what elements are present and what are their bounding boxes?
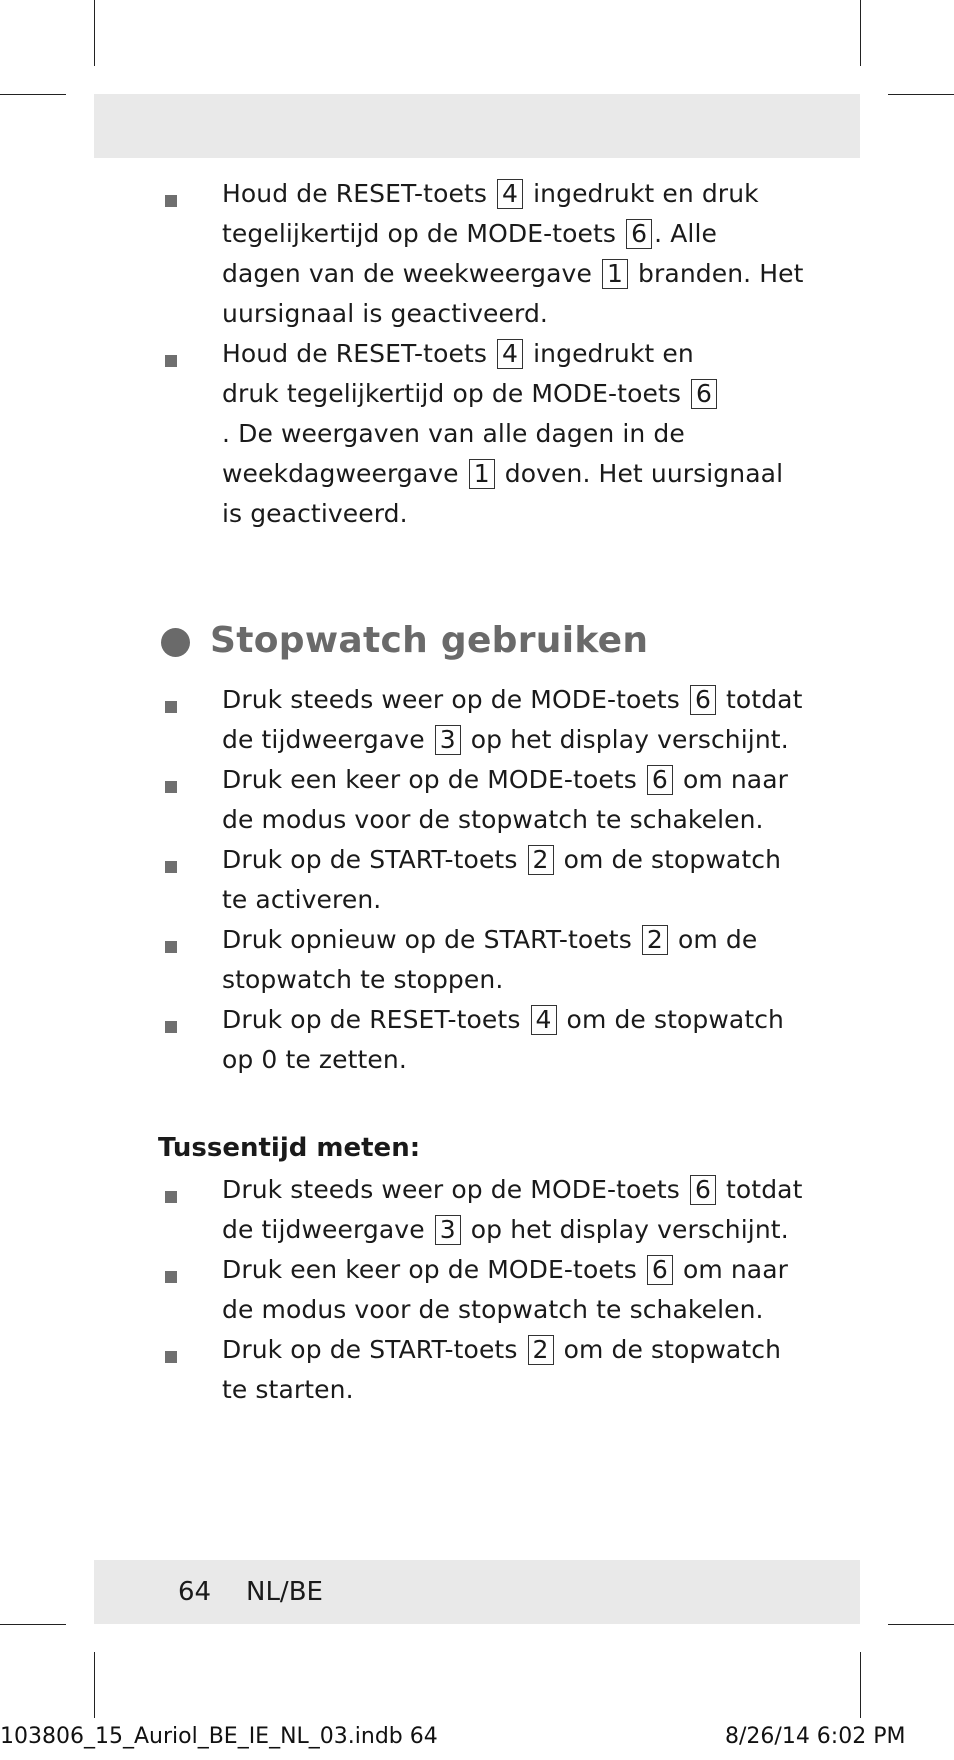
text-run: Druk steeds weer op de MODE-toets	[222, 1175, 688, 1204]
item-text-line	[222, 1370, 354, 1410]
square-bullet-icon	[165, 941, 177, 953]
text-run: ingedrukt en	[525, 339, 694, 368]
text-run: de tijdweergave	[222, 1215, 433, 1244]
item-text-line	[222, 334, 694, 374]
text-run: de modus voor de stopwatch te schakelen.	[222, 805, 764, 834]
reference-number-box: 1	[602, 259, 628, 289]
text-run: op het display verschijnt.	[462, 725, 789, 754]
text-run: doven. Het uursignaal	[496, 459, 784, 488]
text-run: Druk op de RESET-toets	[222, 1005, 529, 1034]
crop-mark	[0, 94, 66, 95]
item-text-line	[222, 1040, 407, 1080]
slug-datetime: 8/26/14 6:02 PM	[725, 1724, 906, 1749]
section-heading: Stopwatch gebruiken	[210, 620, 649, 661]
square-bullet-icon	[165, 1351, 177, 1363]
item-text-line	[222, 214, 717, 254]
item-text-line	[222, 294, 548, 334]
text-run: druk tegelijkertijd op de MODE-toets	[222, 379, 690, 408]
item-text-line	[222, 720, 789, 760]
item-text-line	[222, 800, 764, 840]
section-bullet-icon	[161, 628, 190, 657]
header-band	[94, 94, 860, 158]
item-text-line	[222, 174, 759, 214]
reference-number-box: 4	[497, 339, 523, 369]
subheading: Tussentijd meten:	[158, 1133, 421, 1163]
text-run: om naar	[674, 1255, 789, 1284]
reference-number-box: 1	[469, 459, 495, 489]
square-bullet-icon	[165, 861, 177, 873]
text-run: Druk steeds weer op de MODE-toets	[222, 685, 688, 714]
item-text-line	[222, 760, 788, 800]
text-run: om de	[669, 925, 758, 954]
item-text-line	[222, 1290, 764, 1330]
text-run: te starten.	[222, 1375, 354, 1404]
language-label: NL/BE	[246, 1577, 323, 1607]
text-run: om de stopwatch	[558, 1005, 785, 1034]
reference-number-box: 6	[690, 1175, 716, 1205]
crop-mark	[888, 1624, 954, 1625]
text-run: dagen van de weekweergave	[222, 259, 600, 288]
reference-number-box: 4	[531, 1005, 557, 1035]
crop-mark	[888, 94, 954, 95]
square-bullet-icon	[165, 701, 177, 713]
crop-mark	[94, 0, 95, 66]
reference-number-box: 3	[435, 1215, 461, 1245]
crop-mark	[0, 1624, 66, 1625]
reference-number-box: 6	[690, 685, 716, 715]
reference-number-box: 6	[647, 1255, 673, 1285]
square-bullet-icon	[165, 781, 177, 793]
item-text-line	[222, 1170, 803, 1210]
item-text-line	[222, 880, 381, 920]
item-text-line	[222, 454, 783, 494]
text-run: weekdagweergave	[222, 459, 467, 488]
text-run: om de stopwatch	[555, 1335, 782, 1364]
reference-number-box: 4	[497, 179, 523, 209]
footer-band	[94, 1560, 860, 1624]
text-run: stopwatch te stoppen.	[222, 965, 504, 994]
text-run: ingedrukt en druk	[525, 179, 759, 208]
text-run: totdat	[717, 685, 803, 714]
text-run: Druk op de START-toets	[222, 845, 526, 874]
item-text-line	[222, 254, 804, 294]
text-run: Druk een keer op de MODE-toets	[222, 765, 645, 794]
reference-number-box: 6	[691, 379, 717, 409]
crop-mark	[860, 1652, 861, 1718]
square-bullet-icon	[165, 1271, 177, 1283]
text-run: totdat	[717, 1175, 803, 1204]
text-run: de tijdweergave	[222, 725, 433, 754]
text-run: . De weergaven van alle dagen in de	[222, 419, 685, 448]
text-run: de modus voor de stopwatch te schakelen.	[222, 1295, 764, 1324]
square-bullet-icon	[165, 1191, 177, 1203]
text-run: om naar	[674, 765, 789, 794]
text-run: te activeren.	[222, 885, 382, 914]
square-bullet-icon	[165, 195, 177, 207]
text-run: tegelijkertijd op de MODE-toets	[222, 219, 625, 248]
item-text-line	[222, 374, 719, 414]
crop-mark	[860, 0, 861, 66]
text-run: op 0 te zetten.	[222, 1045, 407, 1074]
reference-number-box: 2	[528, 1335, 554, 1365]
reference-number-box: 6	[647, 765, 673, 795]
text-run: uursignaal is geactiveerd.	[222, 299, 548, 328]
reference-number-box: 2	[528, 845, 554, 875]
text-run: Houd de RESET-toets	[222, 339, 496, 368]
text-run: op het display verschijnt.	[462, 1215, 789, 1244]
slug-filename: 103806_15_Auriol_BE_IE_NL_03.indb 64	[0, 1724, 438, 1749]
square-bullet-icon	[165, 355, 177, 367]
text-run: is geactiveerd.	[222, 499, 408, 528]
text-run: . Alle	[654, 219, 717, 248]
page-number: 64	[178, 1577, 212, 1607]
text-run: branden. Het	[630, 259, 804, 288]
item-text-line	[222, 920, 757, 960]
item-text-line	[222, 1000, 784, 1040]
text-run: Druk een keer op de MODE-toets	[222, 1255, 645, 1284]
text-run: Houd de RESET-toets	[222, 179, 496, 208]
item-text-line	[222, 1330, 781, 1370]
text-run: Druk op de START-toets	[222, 1335, 526, 1364]
item-text-line	[222, 960, 503, 1000]
square-bullet-icon	[165, 1021, 177, 1033]
item-text-line	[222, 1210, 789, 1250]
item-text-line	[222, 1250, 788, 1290]
reference-number-box: 2	[642, 925, 668, 955]
crop-mark	[94, 1652, 95, 1718]
reference-number-box: 6	[626, 219, 652, 249]
item-text-line	[222, 494, 408, 534]
item-text-line	[222, 840, 781, 880]
text-run: om de stopwatch	[555, 845, 782, 874]
reference-number-box: 3	[435, 725, 461, 755]
item-text-line	[222, 680, 803, 720]
item-text-line	[222, 414, 685, 454]
text-run: Druk opnieuw op de START-toets	[222, 925, 640, 954]
